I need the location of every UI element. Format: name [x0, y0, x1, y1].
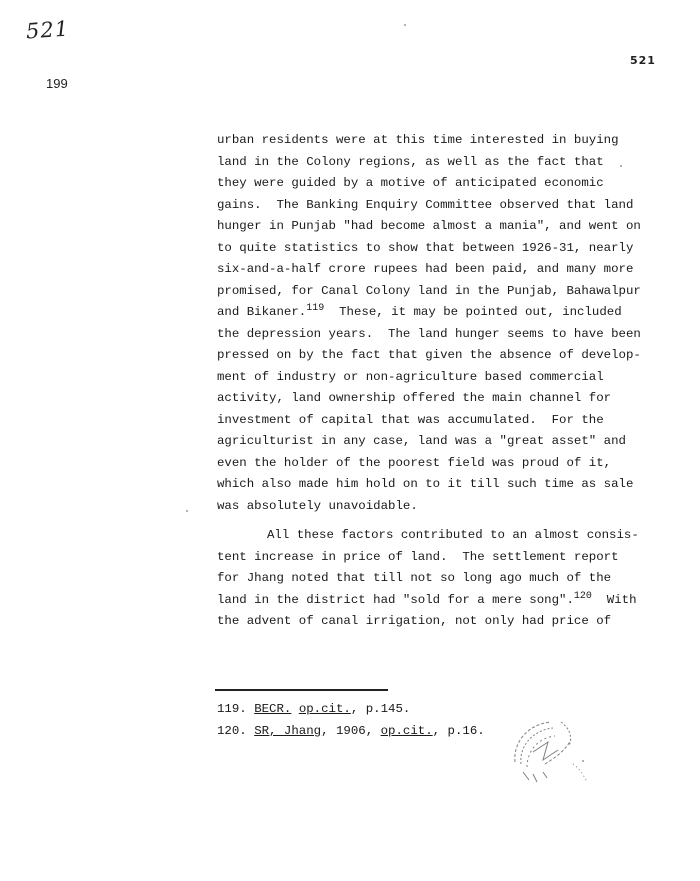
library-stamp-mark — [503, 712, 613, 794]
text-segment: land in the district had "sold for a mere song". — [217, 592, 574, 607]
text-line: agriculturist in any case, land was a "great asset" and — [217, 434, 626, 448]
text-line: hunger in Punjab "had become almost a mania", and went on — [217, 219, 641, 233]
text-line: was absolutely unavoidable. — [217, 498, 418, 513]
text-line: even the holder of the poorest field was proud of it, — [217, 455, 612, 470]
footnote-source-abbr: SR, Jhang — [254, 724, 322, 738]
footnote-ref-120: 120 — [573, 590, 592, 602]
text-line: gains. The Banking Enquiry Committee observed that land — [217, 197, 634, 212]
text-line: investment of capital that was accumulated. For the — [217, 412, 604, 427]
text-line: promised, for Canal Colony land in the Punjab, Bahawalpur — [217, 283, 641, 298]
page-number-right: 521 — [630, 54, 656, 67]
footnote-op-cit: op.cit. — [298, 702, 351, 716]
text-line: urban residents were at this time interested in buying — [217, 133, 619, 147]
text-line: land in the Colony regions, as well as the fact that — [217, 154, 604, 169]
text-line: the advent of canal irrigation, not only had price of — [217, 614, 612, 628]
footnote-page: , p.16. — [432, 724, 485, 738]
footnotes — [217, 698, 485, 742]
text-line: activity, land ownership offered the main channel for — [217, 391, 612, 405]
text-line: ment of industry or non-agriculture based commercial — [217, 369, 604, 384]
text-line: six-and-a-half crore rupees had been paid, and many more — [217, 262, 634, 276]
footnote-ref-119: 119 — [306, 303, 325, 314]
text-line: which also made him hold on to it till such time as sale — [217, 477, 634, 491]
text-line-with-footnote-ref — [217, 590, 657, 612]
footnote-number: 119. — [217, 702, 247, 716]
text-segment: These, it may be pointed out, included — [324, 305, 622, 319]
text-line: pressed on by the fact that given the absence of develop- — [217, 348, 641, 362]
text-line: for Jhang noted that till not so long ago much of the — [217, 571, 612, 585]
text-line: tent increase in price of land. The settlement report — [217, 549, 619, 564]
footnote-op-cit: op.cit. — [380, 724, 433, 738]
body-text — [217, 130, 657, 633]
text-line-with-footnote-ref — [217, 302, 657, 324]
footnote-divider — [215, 689, 388, 691]
text-line: the depression years. The land hunger seems to have been — [217, 326, 641, 341]
footnote-page: , p.145. — [350, 702, 411, 716]
text-line: to quite statistics to show that between 1926-31, nearly — [217, 240, 634, 255]
handwritten-page-number: 521 — [25, 16, 70, 44]
scan-speck — [404, 24, 406, 26]
scan-speck — [186, 510, 188, 512]
footnote-119 — [217, 698, 485, 720]
footnote-120 — [217, 720, 485, 742]
scan-speck — [620, 165, 622, 167]
page-number-left: 199 — [46, 76, 68, 91]
paragraph-gap — [217, 517, 657, 525]
footnote-number: 120. — [217, 724, 247, 738]
footnote-source-abbr: BECR. — [254, 702, 292, 716]
text-line: All these factors contributed to an almost consis- — [267, 528, 639, 542]
text-segment: With — [591, 592, 637, 607]
text-segment: and Bikaner. — [217, 305, 307, 319]
text-line: they were guided by a motive of anticipated economic — [217, 176, 604, 190]
scan-speck — [582, 760, 584, 762]
footnote-year: , 1906, — [321, 724, 381, 738]
